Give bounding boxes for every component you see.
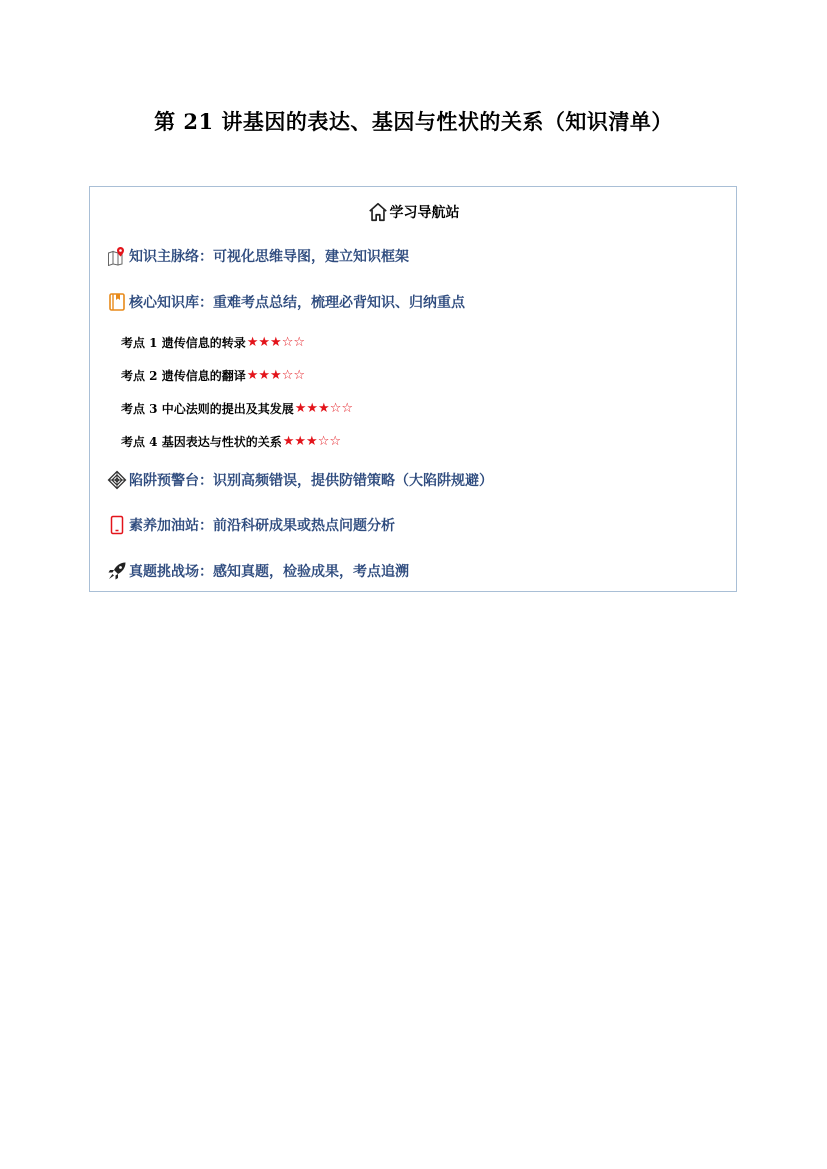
star-filled-icon: ★ [294, 401, 307, 416]
star-filled-icon: ★ [246, 335, 259, 350]
star-filled-icon: ★ [306, 434, 318, 449]
nav-header [90, 201, 736, 223]
exam-point-text: 考点 3 中心法则的提出及其发展 [121, 402, 294, 416]
star-rating [295, 401, 353, 416]
star-filled-icon: ★ [258, 368, 271, 383]
exam-point-2 [121, 367, 305, 384]
nav-item-desc: 重难考点总结，梳理必背知识、归纳重点 [213, 295, 465, 311]
nav-item-literacy-boost [107, 515, 395, 535]
exam-point-text: 考点 2 遗传信息的翻译 [121, 369, 246, 383]
star-filled-icon: ★ [246, 368, 259, 383]
house-icon [367, 201, 389, 223]
web-icon [107, 470, 127, 490]
star-filled-icon: ★ [318, 401, 330, 416]
exam-point-text: 考点 4 基因表达与性状的关系 [121, 435, 282, 449]
star-rating [283, 434, 341, 449]
star-empty-icon: ☆ [281, 368, 294, 383]
book-icon [107, 292, 127, 312]
star-filled-icon: ★ [258, 335, 271, 350]
star-filled-icon: ★ [270, 368, 282, 383]
nav-item-label: 知识主脉络： [129, 249, 213, 265]
nav-header-title: 学习导航站 [389, 205, 460, 221]
star-empty-icon: ☆ [293, 368, 305, 383]
nav-item-label: 陷阱预警台： [129, 473, 213, 489]
document-title: 第 21 讲基因的表达、基因与性状的关系（知识清单） [154, 109, 673, 134]
star-filled-icon: ★ [270, 335, 282, 350]
star-empty-icon: ☆ [293, 335, 305, 350]
star-empty-icon: ☆ [341, 401, 353, 416]
star-empty-icon: ☆ [329, 434, 341, 449]
learning-navigation-box [89, 186, 737, 592]
star-empty-icon: ☆ [317, 434, 330, 449]
exam-point-1 [121, 334, 305, 351]
exam-point-3 [121, 400, 353, 417]
rocket-icon [107, 561, 127, 581]
nav-item-exam-challenge [107, 561, 409, 581]
nav-item-desc: 感知真题，检验成果，考点追溯 [213, 564, 409, 580]
star-filled-icon: ★ [294, 434, 307, 449]
nav-item-label: 素养加油站： [129, 518, 213, 534]
star-empty-icon: ☆ [281, 335, 294, 350]
nav-item-trap-warning [107, 470, 493, 490]
star-empty-icon: ☆ [329, 401, 342, 416]
star-filled-icon: ★ [282, 434, 295, 449]
star-filled-icon: ★ [306, 401, 319, 416]
map-pin-icon [107, 246, 127, 266]
nav-item-label: 核心知识库： [129, 295, 213, 311]
exam-point-4 [121, 433, 341, 450]
nav-item-desc: 识别高频错误，提供防错策略（大陷阱规避） [213, 473, 493, 489]
nav-item-label: 真题挑战场： [129, 564, 213, 580]
star-rating [247, 335, 305, 350]
nav-item-knowledge-map [107, 246, 409, 266]
star-rating [247, 368, 305, 383]
exam-point-text: 考点 1 遗传信息的转录 [121, 336, 246, 350]
nav-item-desc: 前沿科研成果或热点问题分析 [213, 518, 395, 534]
phone-icon [107, 515, 127, 535]
nav-item-desc: 可视化思维导图，建立知识框架 [213, 249, 409, 265]
nav-item-core-knowledge [107, 292, 465, 312]
